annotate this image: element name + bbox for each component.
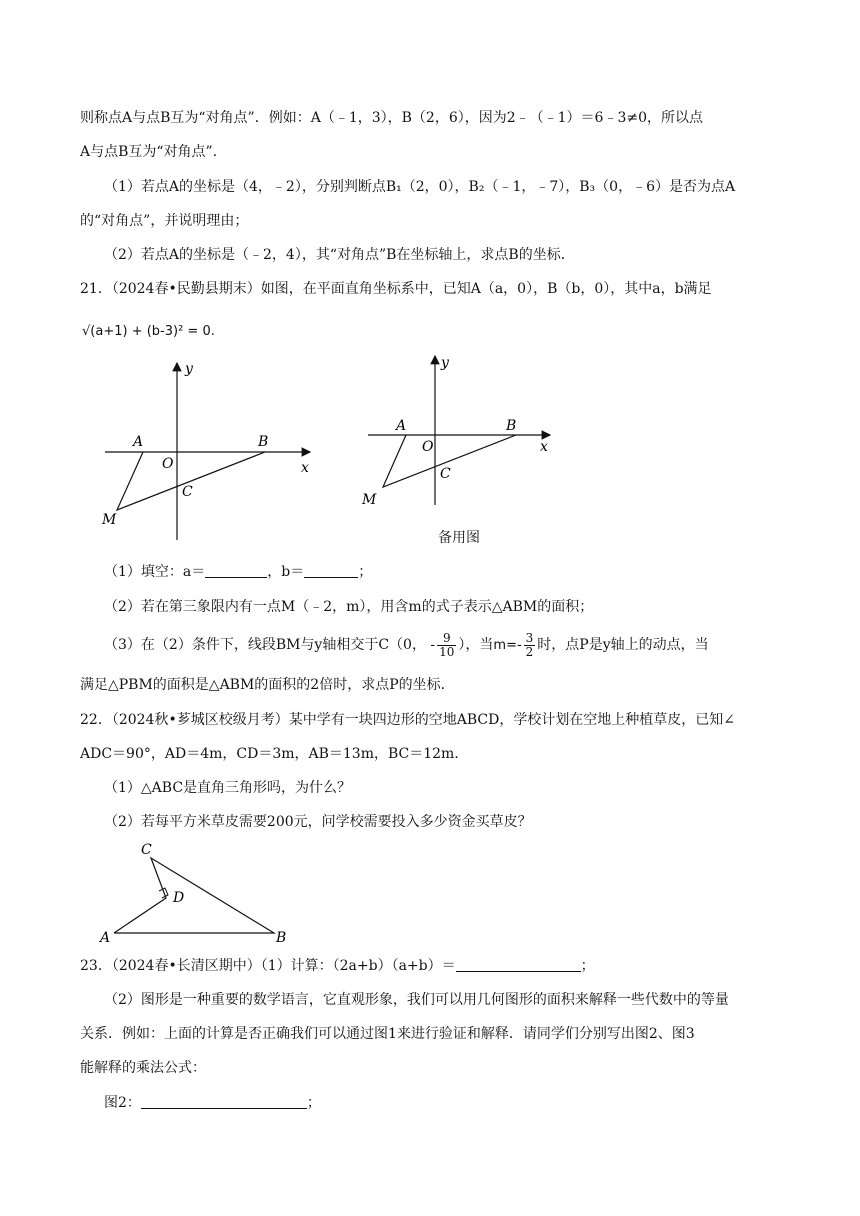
text-line: （1）若点A的坐标是（4，﹣2），分别判断点B₁（2，0），B₂（﹣1，﹣7），B₃（0，﹣6）是否为点A [104,179,736,195]
question-number: 23． [80,958,112,974]
question-number: 22． [80,712,112,728]
svg-text:A: A [396,418,407,434]
svg-text:A: A [133,434,144,450]
fraction: $\frac{9}{10}$ [439,630,455,659]
figure-2-answer: 图2： ； [104,1095,321,1111]
coordinate-figure-main [95,355,325,545]
fraction: $\frac{3}{2}$ [525,630,534,659]
question-21-part-2: （2）若在第三象限内有一点M（﹣2，m），用含m的式子表示△ABM的面积； [104,599,594,615]
svg-text:C: C [182,484,193,500]
answer-blank-figure-2[interactable] [141,1094,307,1109]
question-source: （2024春•长清区期中） [111,958,261,974]
coordinate-figure-backup [360,350,560,510]
question-23-part-2-line2: 关系．例如：上面的计算是否正确我们可以通过图1来进行验证和解释．请同学们分别写出图2、图3 [80,1026,695,1042]
question-number: 21． [80,281,112,297]
svg-text:x: x [540,439,548,455]
svg-text:y: y [441,355,449,371]
question-23-header: 23．（2024春•长清区期中）（1）计算：（2a+b）（a+b）＝ ； [80,958,595,974]
text-line: 则称点A与点B互为“对角点”．例如：A（﹣1，3），B（2，6），因为2﹣（﹣1）＝6﹣3≠0，所以点 [80,110,704,126]
question-21-header [80,279,712,299]
answer-blank-a[interactable] [205,563,267,578]
svg-text:B: B [258,434,269,450]
text-line: A与点B互为“对角点”． [80,144,227,160]
svg-text:y: y [185,361,193,377]
svg-text:B: B [276,930,287,946]
question-22-header: 22．（2024秋•芗城区校级月考）某中学有一块四边形的空地ABCD，学校计划在空地上种植草皮，已知∠ [80,712,736,728]
equation: √(a+1) + (b-3)² = 0. [82,324,215,339]
question-source: （2024秋•芗城区校级月考） [111,712,289,728]
svg-text:C: C [440,466,451,482]
question-22-part-1: （1）△ABC是直角三角形吗，为什么？ [104,780,352,796]
question-21-part-3: （3）在（2）条件下，线段BM与y轴相交于C（0， - $\frac{9}{10}$ ），当m=- $\frac{3}{2}$ 时，点P是y轴上的动点，当 [104,630,709,659]
svg-text:O: O [422,439,434,455]
quadrilateral-figure [96,838,296,946]
label-x: x [301,460,309,476]
question-source: （2024春•民勤县期末） [111,281,261,297]
text-line: 的“对角点”，并说明理由； [80,213,249,229]
svg-text:M: M [362,492,377,508]
question-21-part-1: （1）填空：a＝ ，b＝ ； [104,564,373,580]
question-22-part-2: （2）若每平方米草皮需要200元，问学校需要投入多少资金买草皮？ [104,814,532,830]
svg-text:O: O [162,456,174,472]
question-22-line-2: ADC＝90°，AD＝4m，CD＝3m，AB＝13m，BC＝12m． [80,746,469,762]
answer-blank-product[interactable] [456,957,581,972]
question-21-part-3-cont: 满足△PBM的面积是△ABM的面积的2倍时，求点P的坐标． [80,677,455,693]
answer-blank-b[interactable] [304,563,358,578]
question-text: 如图，在平面直角坐标系中，已知A（a，0），B（b，0），其中a，b满足 [260,281,712,297]
svg-text:D: D [173,890,185,906]
svg-text:M: M [102,512,117,528]
svg-text:B: B [506,418,517,434]
svg-text:C: C [141,842,152,858]
question-23-part-2-line3: 能解释的乘法公式： [80,1060,206,1076]
text-line: （2）若点A的坐标是（﹣2，4），其“对角点”B在坐标轴上，求点B的坐标． [104,247,575,263]
question-23-part-2: （2）图形是一种重要的数学语言，它直观形象，我们可以用几何图形的面积来解释一些代数中的等量 [104,992,729,1008]
backup-figure-caption: 备用图 [438,530,480,546]
svg-text:A: A [100,930,111,946]
